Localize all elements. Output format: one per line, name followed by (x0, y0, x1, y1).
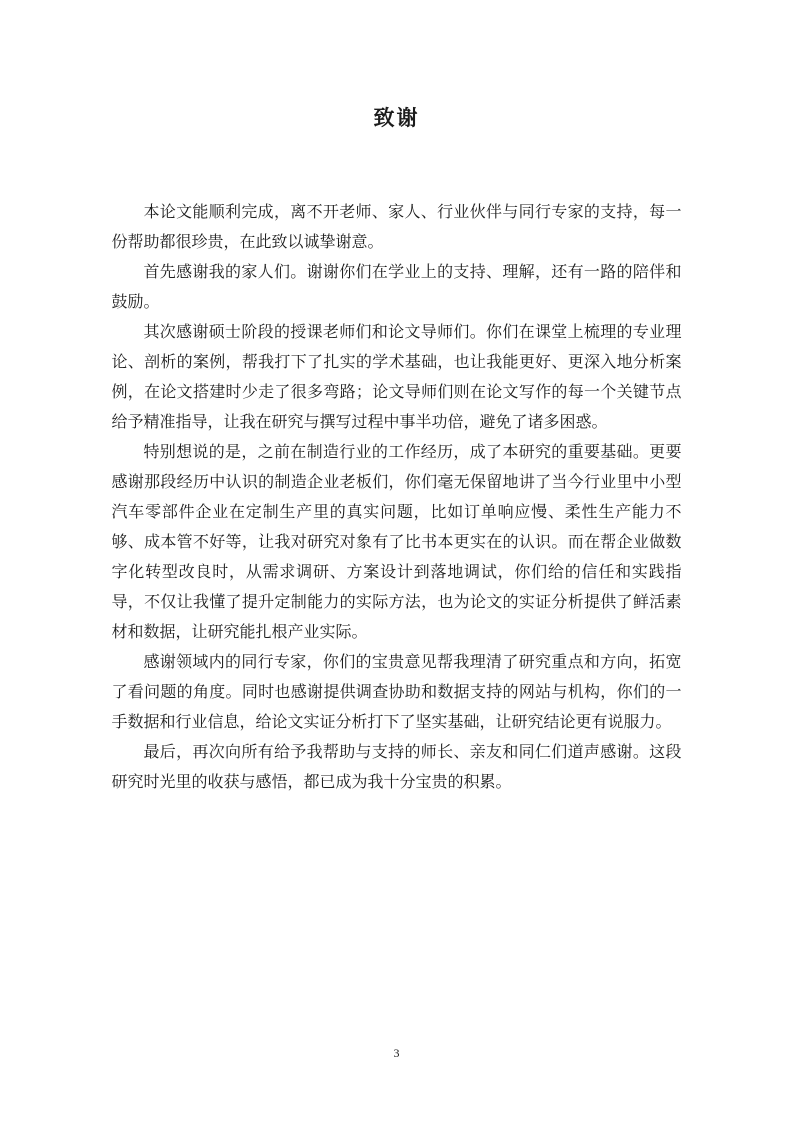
document-body (112, 198, 682, 798)
paragraph-3: 其次感谢硕士阶段的授课老师们和论文导师们。你们在课堂上梳理的专业理论、剖析的案例，帮我打下了扎实的学术基础，也让我能更好、更深入地分析案例，在论文搭建时少走了很多弯路；论文导师们则在论文写作的每一个关键节点给予精准指导，让我在研究与撰写过程中事半功倍，避免了诸多困惑。 (111, 324, 682, 431)
page-title: 致谢 (373, 106, 420, 130)
paragraph-1: 本论文能顺利完成，离不开老师、家人、行业伙伴与同行专家的支持，每一份帮助都很珍贵，在此致以诚挚谢意。 (111, 204, 682, 251)
paragraph-5: 感谢领域内的同行专家，你们的宝贵意见帮我理清了研究重点和方向，拓宽了看问题的角度。同时也感谢提供调查协助和数据支持的网站与机构，你们的一手数据和行业信息，给论文实证分析打下了坚实基础，让研究结论更有说服力。 (111, 654, 682, 731)
paragraph-4: 特别想说的是，之前在制造行业的工作经历，成了本研究的重要基础。更要感谢那段经历中认识的制造企业老板们，你们毫无保留地讲了当今行业里中小型汽车零部件企业在定制生产里的真实问题，比如订单响应慢、柔性生产能力不够、成本管不好等，让我对研究对象有了比书本更实在的认识。而在帮企业做数字化转型改良时，从需求调研、方案设计到落地调试，你们给的信任和实践指导，不仅让我懂了提升定制能力的实际方法，也为论文的实证分析提供了鲜活素材和数据，让研究能扎根产业实际。 (111, 444, 682, 641)
paragraph-2: 首先感谢我的家人们。谢谢你们在学业上的支持、理解，还有一路的陪伴和鼓励。 (111, 264, 682, 311)
page-number: 3 (393, 1046, 400, 1060)
paragraph-6: 最后，再次向所有给予我帮助与支持的师长、亲友和同仁们道声感谢。这段研究时光里的收获与感悟，都已成为我十分宝贵的积累。 (111, 744, 682, 791)
